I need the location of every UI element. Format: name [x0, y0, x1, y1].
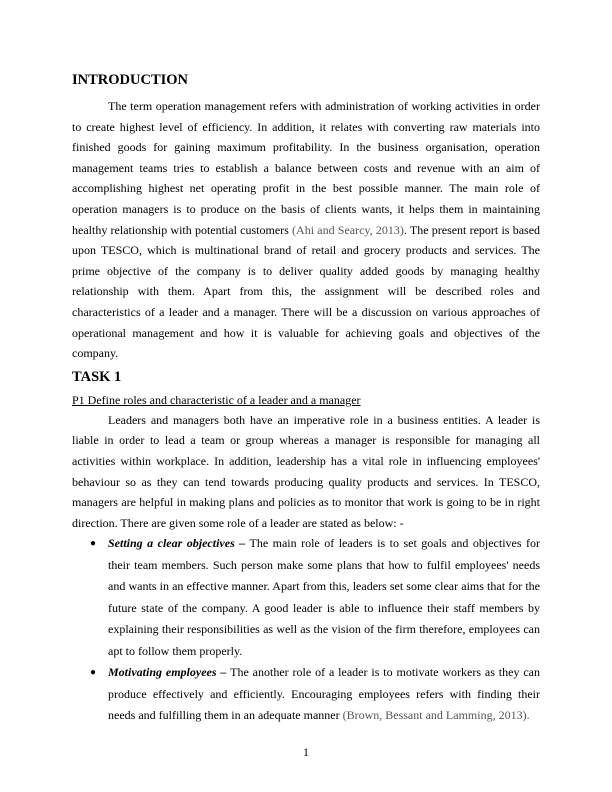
introduction-citation: (Ahi and Searcy, 2013)	[292, 222, 404, 237]
task1-heading: TASK 1	[72, 368, 122, 385]
introduction-text-part1: The term operation management refers with administration of working activities in order to create highest level of efficiency. In addition, it relates with converting raw materials into finished goods for gaining maximum profitability. In the business organisation, operation management teams tries to establish a balance between costs and revenue with an aim of accomplishing highest net operating profit in the best possible manner. The main role of operation managers is to produce on the basis of clients wants, it helps them in maintaining healthy relationship with potential customers	[72, 99, 540, 237]
bullet-dot-icon: ●	[90, 667, 97, 679]
bullet-item	[72, 662, 540, 727]
bullet-item	[72, 533, 540, 662]
introduction-paragraph	[72, 96, 540, 364]
task1-paragraph: Leaders and managers both have an imperative role in a business entities. A leader is liable in order to lead a team or group whereas a manager is responsible for managing all activities within workplace. In addition, leadership has a vital role in influencing employees' behaviour so as they can tend towards producing quality products and services. In TESCO, managers are helpful in making plans and policies as to monitor that work is going to be in right direction. There are given some role of a leader are stated as below: -	[72, 412, 540, 530]
page-content	[72, 70, 540, 727]
bullet-term: Motivating employees –	[108, 665, 227, 680]
bullet-text: The main role of leaders is to set goals and objectives for their team members. Such person make some plans that how to fulfil employees' needs and wants in an effective manner. Apart from this, leaders set some clear aims that for the future state of the company. A good leader is able to influence their staff members by explaining their responsibilities as well as the vision of the firm therefore, employees can apt to follow them properly.	[108, 536, 541, 658]
page-number: 1	[303, 745, 309, 759]
roles-bullet-list	[72, 533, 540, 727]
bullet-text: The another role of a leader is to motivate workers as they can produce effectively and efficiently. Encouraging employees refers with finding their needs and fulfilling them in an adequate manner	[108, 665, 541, 723]
bullet-term: Setting a clear objectives –	[108, 536, 246, 551]
introduction-heading: INTRODUCTION	[72, 72, 189, 88]
task1-subheading: P1 Define roles and characteristic of a leader and a manager	[72, 392, 361, 407]
bullet-dot-icon: ●	[90, 538, 97, 550]
introduction-text-part2: . The present report is based upon TESCO, which is multinational brand of retail and grocery products and services. The prime objective of the company is to deliver quality added goods by managing healthy relationship with them. Apart from this, the assignment will be described roles and characteristics of a leader and a manager. There will be a discussion on various approaches of operational management and how it is valuable for achieving goals and objectives of the company.	[72, 222, 541, 361]
bullet-citation: (Brown, Bessant and Lamming, 2013).	[342, 708, 530, 723]
